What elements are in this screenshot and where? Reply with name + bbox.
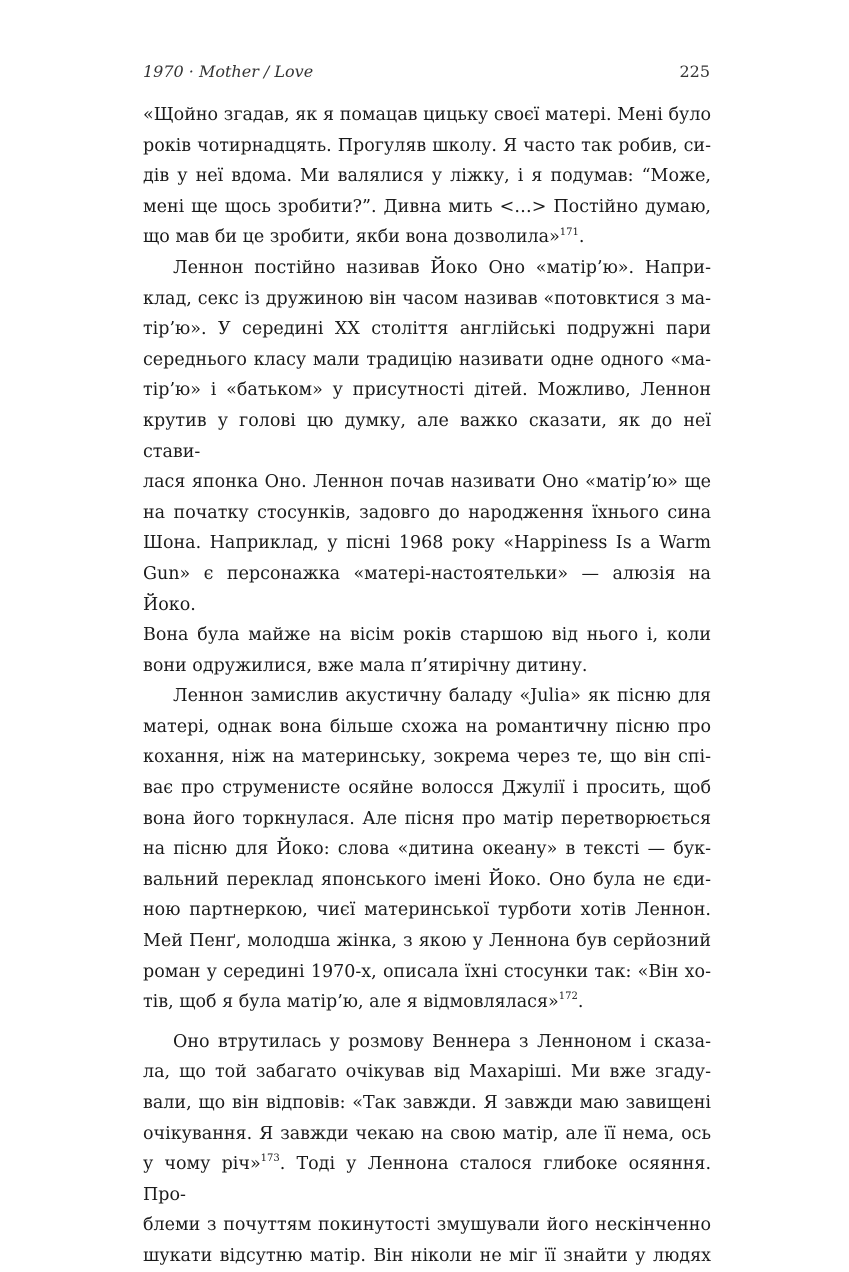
text-line: шукати відсутню матір. Він ніколи не міг її знайти у людях bbox=[143, 1245, 711, 1266]
paragraph-4 bbox=[143, 1027, 711, 1272]
text-line bbox=[143, 1149, 711, 1210]
text-line: клад, секс із дружиною він часом називав «потовктися з ма- bbox=[143, 288, 711, 309]
text-line: Gun» є персонажка «матері-настоятельки» — алюзія на Йоко. bbox=[143, 563, 711, 615]
text-line: Леннон замислив акустичну баладу «Julia» як пісню для bbox=[173, 686, 711, 707]
text-line: очікування. Я завжди чекаю на свою матір, але її нема, ось bbox=[143, 1123, 711, 1144]
text-line: тір’ю». У середині XX століття англійські подружні пари bbox=[143, 319, 711, 340]
text-line: середнього класу мали традицію називати одне одного «ма- bbox=[143, 349, 711, 370]
text-line: матері, однак вона більше схожа на романтичну пісню про bbox=[143, 716, 711, 737]
text-line: Мей Пенґ, молодша жінка, з якою у Леннона був серйозний bbox=[143, 931, 711, 952]
text-segment: що мав би це зробити, якби вона дозволила» bbox=[143, 227, 560, 248]
body-text bbox=[143, 100, 711, 1272]
running-head: 1970 · Mother / Love bbox=[143, 62, 314, 81]
text-line: років чотирнадцять. Прогуляв школу. Я часто так робив, си- bbox=[143, 135, 711, 156]
paragraph-3 bbox=[143, 681, 711, 1018]
text-line: блеми з почуттям покинутості змушували його нескінченно bbox=[143, 1215, 711, 1236]
text-line: крутив у голові цю думку, але важко сказати, як до неї стави- bbox=[143, 410, 711, 462]
text-line: вона його торкнулася. Але пісня про матір перетворюється bbox=[143, 808, 711, 829]
text-segment: у чому річ» bbox=[143, 1154, 261, 1175]
text-line: кохання, ніж на материнську, зокрема через те, що він спі- bbox=[143, 747, 711, 768]
text-segment: тів, щоб я була матір’ю, але я відмовлялася» bbox=[143, 992, 559, 1013]
text-line: ною партнеркою, чиєї материнської турботи хотів Леннон. bbox=[143, 900, 711, 921]
text-line: Оно втрутилась у розмову Веннера з Ленноном і сказа- bbox=[173, 1031, 711, 1052]
text-line: Шона. Наприклад, у пісні 1968 року «Happiness Is a Warm bbox=[143, 533, 711, 554]
text-line: Вона була майже на вісім років старшою від нього і, коли bbox=[143, 625, 711, 646]
text-line: дів у неї вдома. Ми валялися у ліжку, і я подумав: “Може, bbox=[143, 166, 711, 187]
paragraph-1 bbox=[143, 100, 711, 253]
text-line: ла, що той забагато очікував від Махаріші. Ми вже згаду- bbox=[143, 1062, 711, 1083]
text-line: на початку стосунків, задовго до народження їхнього сина bbox=[143, 502, 711, 523]
text-line: Леннон постійно називав Йоко Оно «матір’ю». Напри- bbox=[173, 257, 711, 278]
text-line bbox=[143, 987, 711, 1018]
page-number: 225 bbox=[679, 62, 710, 81]
text-line: «Щойно згадав, як я помацав цицьку своєї матері. Мені було bbox=[143, 105, 711, 125]
text-line: вони одружилися, вже мала п’ятирічну дитину. bbox=[143, 655, 588, 676]
footnote-ref: 171 bbox=[559, 226, 579, 238]
text-line: вальний переклад японського імені Йоко. Оно була не єди- bbox=[143, 869, 711, 890]
footnote-ref: 172 bbox=[558, 991, 578, 1003]
text-line: тір’ю» і «батьком» у присутності дітей. Можливо, Леннон bbox=[143, 380, 711, 401]
text-line: вали, що він відповів: «Так завжди. Я завжди маю завищені bbox=[143, 1093, 711, 1113]
text-line: ває про струменисте осяйне волосся Джулії і просить, щоб bbox=[143, 778, 711, 799]
text-line: мені ще щось зробити?”. Дивна мить <…> Постійно думаю, bbox=[143, 196, 711, 217]
paragraph-gap bbox=[143, 1018, 711, 1027]
text-line bbox=[143, 222, 711, 253]
text-segment: . bbox=[578, 227, 585, 248]
paragraph-2 bbox=[143, 253, 711, 681]
text-line: на пісню для Йоко: слова «дитина океану» в тексті — бук- bbox=[143, 839, 711, 860]
text-segment: . Тоді у Леннона сталося глибоке осяяння. Про- bbox=[143, 1154, 712, 1205]
footnote-ref: 173 bbox=[260, 1153, 280, 1165]
text-segment: . bbox=[577, 992, 584, 1013]
text-line: лася японка Оно. Леннон почав називати Оно «матір’ю» ще bbox=[143, 472, 711, 493]
text-line: роман у середині 1970-х, описала їхні стосунки так: «Він хо- bbox=[143, 961, 711, 982]
